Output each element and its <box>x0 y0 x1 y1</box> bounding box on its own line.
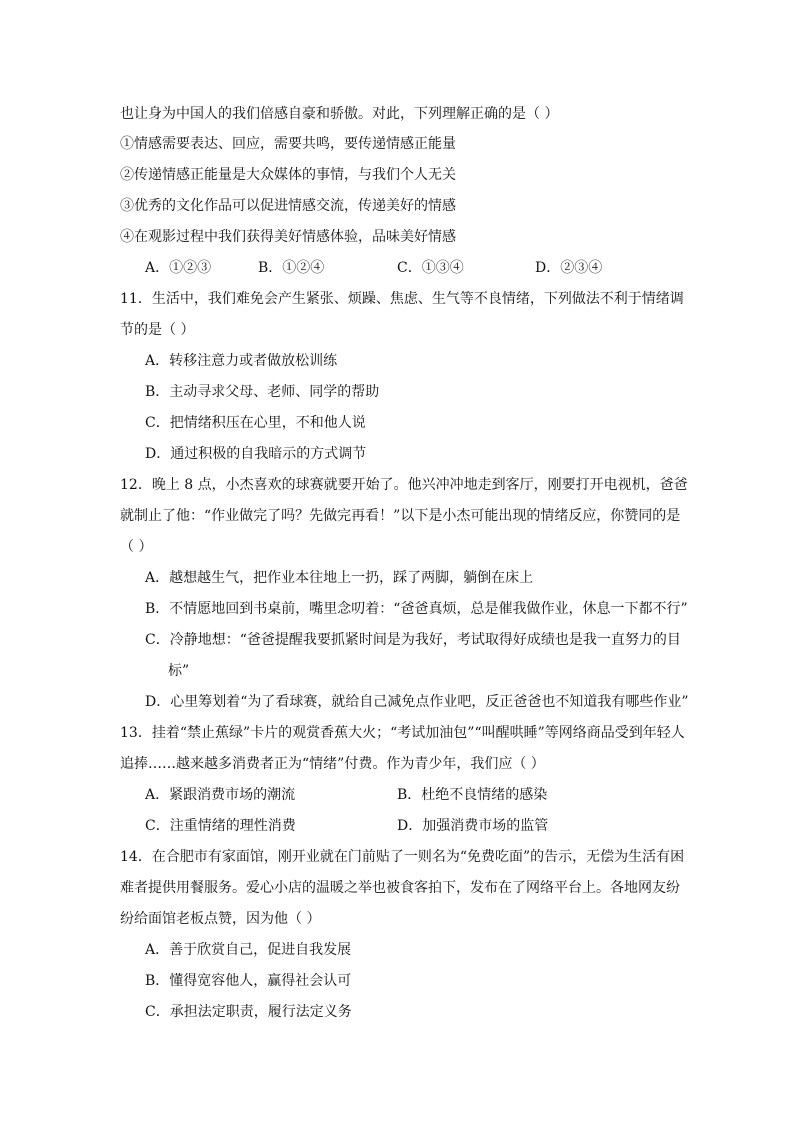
q14-stem-line-1: 14．在合肥市有家面馆，刚开业就在门前贴了一则名为“免费吃面”的告示，无偿为生活有困 <box>120 849 685 865</box>
q10-continuation: 也让身为中国人的我们倍感自豪和骄傲。对此，下列理解正确的是（ ） <box>120 106 559 122</box>
q12-option-b: B．不情愿地回到书桌前，嘴里念叨着：“爸爸真烦，总是催我做作业，休息一下都不行” <box>145 601 688 617</box>
q10-statement-4: ④在观影过程中我们获得美好情感体验，品味美好情感 <box>120 229 456 245</box>
q10-option-b: B．①②④ <box>258 260 325 276</box>
q10-statement-2: ②传递情感正能量是大众媒体的事情，与我们个人无关 <box>120 167 456 183</box>
q12-option-d: D．心里筹划着“为了看球赛，就给自己减免点作业吧，反正爸爸也不知道我有哪些作业” <box>145 694 689 710</box>
q14-stem-line-3: 纷给面馆老板点赞，因为他（ ） <box>120 911 321 927</box>
q14-option-c: C．承担法定职责，履行法定义务 <box>145 1004 352 1020</box>
q13-option-a: A．紧跟消费市场的潮流 <box>145 787 296 803</box>
q11-option-c: C．把情绪积压在心里，不和他人说 <box>145 415 366 431</box>
q14-option-a: A．善于欣赏自己，促进自我发展 <box>145 942 352 958</box>
q11-option-d: D．通过积极的自我暗示的方式调节 <box>145 446 367 462</box>
q12-stem-line-1: 12．晚上 8 点，小杰喜欢的球赛就要开始了。他兴冲冲地走到客厅，刚要打开电视机，爸爸 <box>120 477 688 493</box>
q10-option-c: C．①③④ <box>397 260 464 276</box>
q14-stem-line-2: 难者提供用餐服务。爱心小店的温暖之举也被食客拍下，发布在了网络平台上。各地网友纷 <box>120 880 680 896</box>
q13-option-d: D．加强消费市场的监管 <box>397 818 549 834</box>
q13-stem-line-2: 追捧……越来越多消费者正为“情绪”付费。作为青少年，我们应（ ） <box>120 756 545 772</box>
q11-option-b: B．主动寻求父母、老师、同学的帮助 <box>145 384 380 400</box>
q11-stem-line-1: 11．生活中，我们难免会产生紧张、烦躁、焦虑、生气等不良情绪，下列做法不利于情绪调 <box>120 291 684 307</box>
q13-stem-line-1: 13．挂着“禁止蕉绿”卡片的观赏香蕉大火；“考试加油包”“叫醒哄睡”等网络商品受到年轻人 <box>120 725 685 741</box>
q12-option-c-wrap: 标” <box>168 663 190 679</box>
q12-option-c: C．冷静地想：“爸爸提醒我要抓紧时间是为我好，考试取得好成绩也是我一直努力的目 <box>145 632 681 648</box>
q10-statement-3: ③优秀的文化作品可以促进情感交流，传递美好的情感 <box>120 198 456 214</box>
q10-option-d: D．②③④ <box>535 260 603 276</box>
q12-stem-line-3: （ ） <box>120 539 153 555</box>
q10-statement-1: ①情感需要表达、回应，需要共鸣，要传递情感正能量 <box>120 136 456 152</box>
q13-option-c: C．注重情绪的理性消费 <box>145 818 296 834</box>
q13-option-b: B．杜绝不良情绪的感染 <box>397 787 548 803</box>
q11-stem-line-2: 节的是（ ） <box>120 322 195 338</box>
q10-option-a: A．①②③ <box>145 260 212 276</box>
q12-stem-line-2: 就制止了他：“作业做完了吗？先做完再看！”以下是小杰可能出现的情绪反应，你赞同的是 <box>120 508 681 524</box>
q12-option-a: A．越想越生气，把作业本往地上一扔，踩了两脚，躺倒在床上 <box>145 570 534 586</box>
q11-option-a: A．转移注意力或者做放松训练 <box>145 353 338 369</box>
q14-option-b: B．懂得宽容他人，赢得社会认可 <box>145 973 352 989</box>
